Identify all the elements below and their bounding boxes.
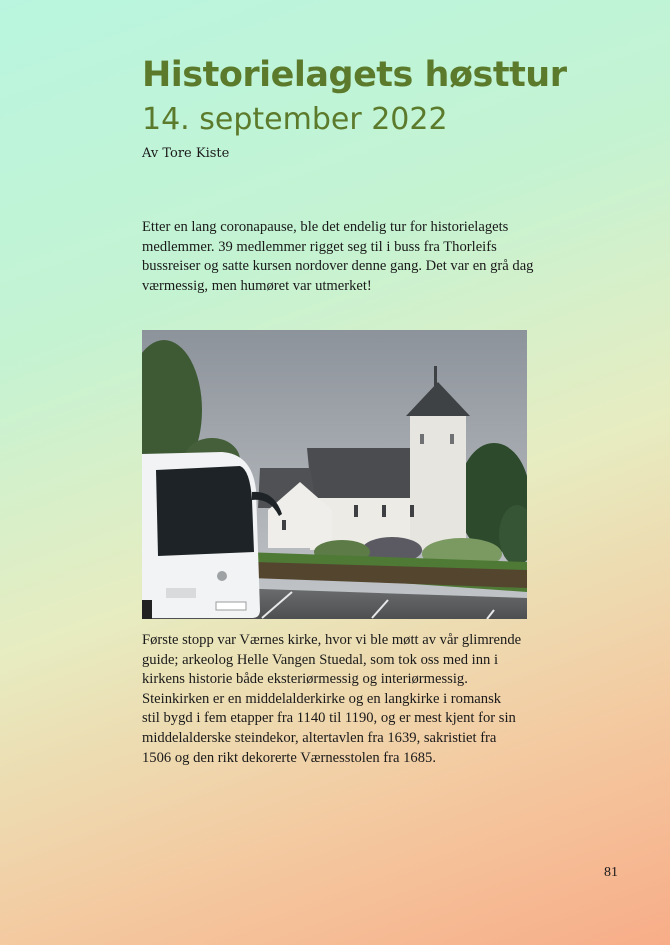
- page-number: 81: [604, 865, 618, 880]
- church-paragraph: Første stopp var Værnes kirke, hvor vi ble møtt av vår glimrende guide; arkeolog Helle Vangen Stuedal, som tok oss med inn i kirkens historie både eksteriørmessig og interiørmessig. Steinkirken er en middelalderkirke og en langkirke i romansk stil bygd i fem etapper fra 1140 til 1190, og er mest kjent for sin middelalderske steindekor, altertavlen fra 1639, sakristiet fra 1506 og den rikt dekorerte Værnesstolen fra 1685.: [142, 632, 522, 766]
- church-photo: [142, 330, 527, 619]
- byline: Av Tore Kiste: [142, 146, 230, 161]
- intro-paragraph: Etter en lang coronapause, ble det endelig tur for historielagets medlemmer. 39 medlemmer rigget seg til i buss fra Thorleifs bussreiser og satte kursen nordover denne gang. Det var en grå dag værmessig, men humøret var utmerket!: [142, 219, 534, 294]
- article-title: Historielagets høsttur: [142, 55, 567, 95]
- article-date: 14. september 2022: [142, 102, 448, 137]
- church-tower: [410, 412, 466, 550]
